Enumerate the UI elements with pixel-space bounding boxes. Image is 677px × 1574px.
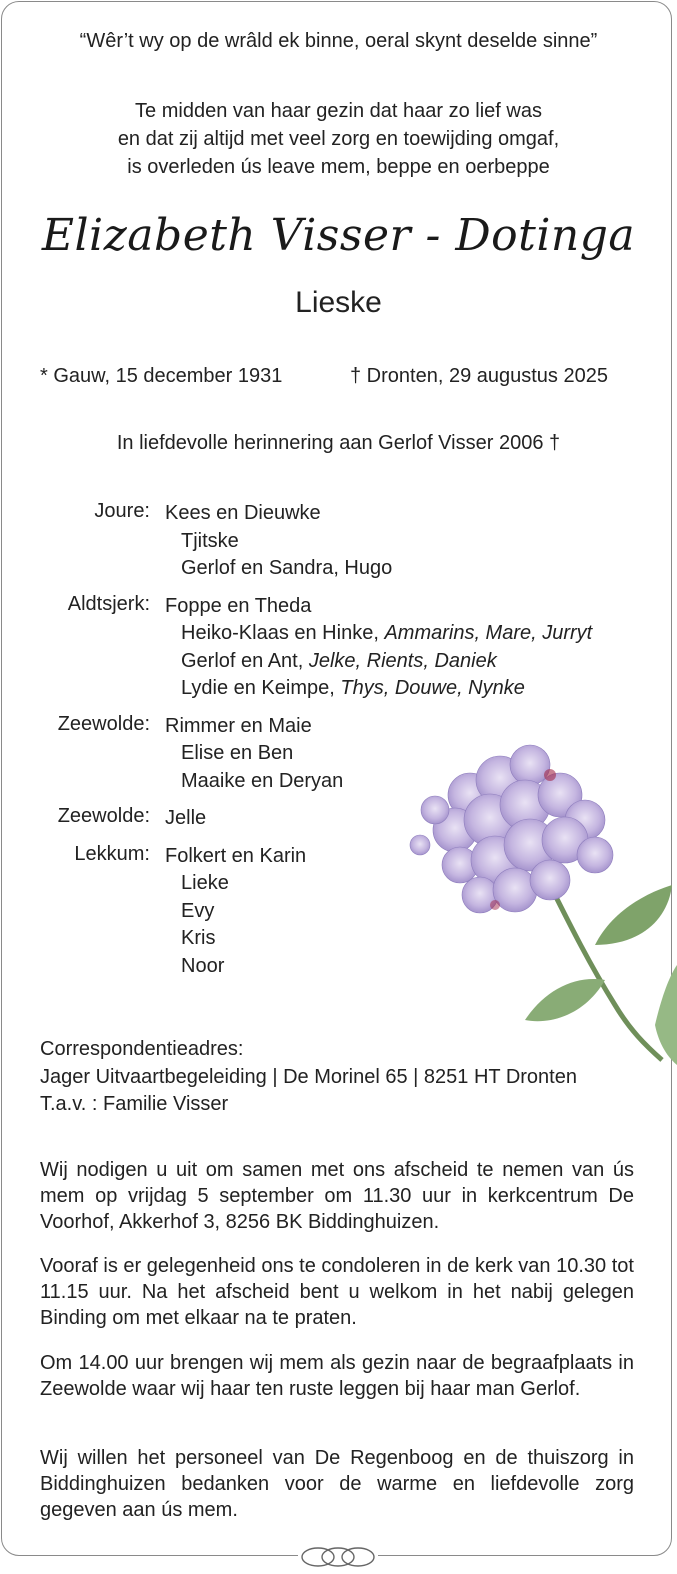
address-attn: T.a.v. : Familie Visser (40, 1093, 229, 1115)
family-group (0, 805, 677, 833)
family-line: Kris (181, 927, 216, 949)
family-group (0, 500, 677, 583)
family-line: Evy (181, 899, 215, 922)
grandchildren-names: Jelke, Rients, Daniek (308, 649, 497, 672)
address-line: Jager Uitvaartbegeleiding | De Morinel 65 | 8251 HT Dronten (40, 1065, 577, 1088)
family-line: Kees en Dieuwke (165, 502, 321, 524)
family-line: Jelle (165, 807, 207, 829)
condolence-paragraph: Vooraf is er gelegenheid ons te condoleren in de kerk van 10.30 tot 11.15 uur. Na het afscheid bent u welkom in het nabij gelegen Binding om met elkaar na te praten. (40, 1255, 634, 1329)
place-label: Zeewolde: (57, 805, 150, 827)
birth-date: * Gauw, 15 december 1931 (40, 365, 283, 387)
family-line: Tjitske (181, 529, 239, 552)
thanks-paragraph: Wij willen het personeel van De Regenboog en de thuiszorg in Biddinghuizen bedanken voor de warme en liefdevolle zorg gegeven aan ús mem. (40, 1447, 634, 1521)
burial-paragraph: Om 14.00 uur brengen wij mem als gezin naar de begraafplaats in Zeewolde waar wij haar ten ruste leggen bij haar man Gerlof. (40, 1352, 634, 1400)
family-line (181, 675, 677, 703)
nickname: Lieske (295, 286, 382, 319)
family-line: Lieke (181, 872, 229, 894)
parents-names: Heiko-Klaas en Hinke, (181, 622, 385, 644)
family-group (0, 593, 677, 703)
death-date: † Dronten, 29 augustus 2025 (350, 365, 608, 387)
grandchildren-names: Ammarins, Mare, Jurryt (384, 622, 593, 644)
place-label: Zeewolde: (57, 712, 150, 735)
family-list (0, 500, 677, 990)
family-line: Rimmer en Maie (165, 714, 312, 737)
quote: “Wêr’t wy op de wrâld ek binne, oeral skynt deselde sinne” (79, 30, 598, 52)
intro-text (0, 97, 677, 181)
grandchildren-names: Thys, Douwe, Nynke (340, 677, 525, 699)
parents-names: Gerlof en Ant, (181, 649, 309, 672)
family-line: Maaike en Deryan (181, 769, 344, 792)
place-label: Aldtsjerk: (67, 592, 150, 615)
intro-line: is overleden ús leave mem, beppe en oerbeppe (127, 156, 550, 178)
address-label: Correspondentieadres: (40, 1038, 244, 1060)
rings-ornament (298, 1546, 378, 1568)
place-label: Joure: (94, 500, 150, 522)
in-memory-line: In liefdevolle herinnering aan Gerlof Visser 2006 † (116, 432, 561, 454)
family-line: Gerlof en Sandra, Hugo (181, 557, 393, 579)
intro-line: en dat zij altijd met veel zorg en toewijding omgaf, (117, 128, 560, 150)
family-group (0, 713, 677, 796)
family-line: Folkert en Karin (165, 844, 307, 867)
family-line: Foppe en Theda (165, 594, 312, 617)
family-group (0, 843, 677, 981)
correspondence-address (40, 1036, 577, 1119)
place-label: Lekkum: (74, 842, 150, 865)
family-line: Elise en Ben (181, 742, 294, 764)
family-line: Noor (181, 954, 225, 977)
parents-names: Lydie en Keimpe, (181, 677, 341, 699)
deceased-name: Elizabeth Visser - Dotinga (41, 210, 636, 261)
invitation-paragraph: Wij nodigen u uit om samen met ons afscheid te nemen van ús mem op vrijdag 5 september om 11.30 uur in kerkcentrum De Voorhof, Akkerhof 3, 8256 BK Biddinghuizen. (40, 1159, 634, 1233)
intro-line: Te midden van haar gezin dat haar zo lief was (135, 100, 542, 122)
family-line (181, 648, 677, 676)
family-line (181, 620, 677, 648)
